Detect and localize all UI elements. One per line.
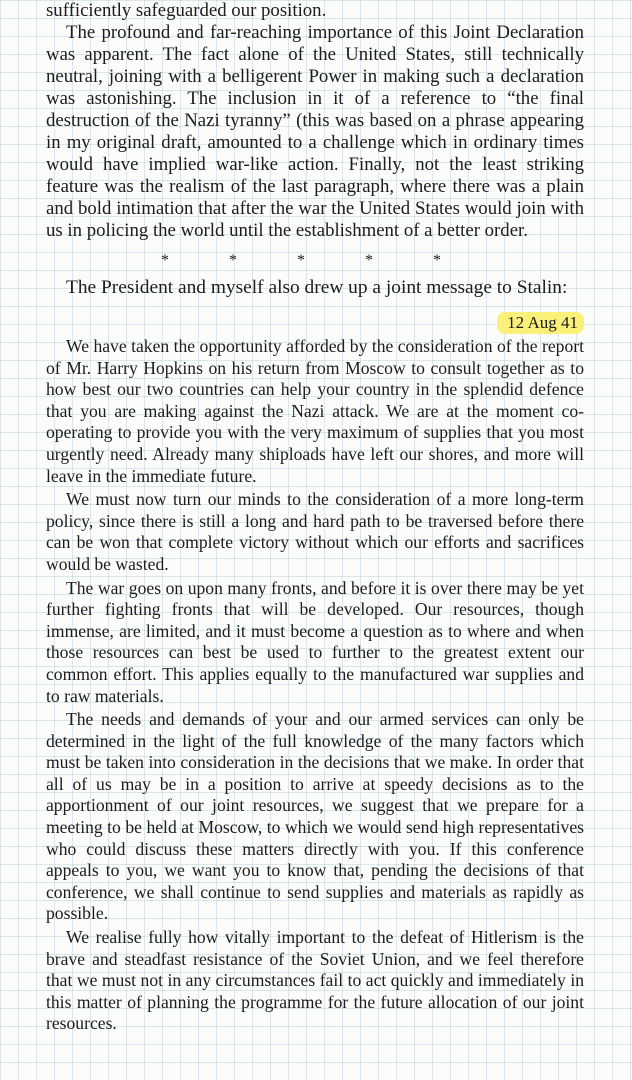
message-paragraph-4: The needs and demands of your and our armed services can only be determined in the light of the full knowledge of the many factors which must be taken into consideration in the decisions that we make. In order that all of us may be in a position to arrive at speedy decisions as to the apportionment of our joint resources, we suggest that we prepare for a meeting to be held at Moscow, to which we would send high representatives who could discuss these matters directly with you. If this conference appeals to you, we want you to know that, pending the decisions of that conference, we shall continue to send supplies and materials as rapidly as possible. [46,709,584,924]
book-page [46,0,584,1035]
section-separator: * * * * * [161,252,469,269]
message-paragraph-1: We have taken the opportunity afforded by the consideration of the report of Mr. Harry Hopkins on his return from Moscow to consult together as to how best our two countries can help your country in the splendid defence that you are making against the Nazi attack. We are at the moment co-operating to provide you with the very maximum of supplies that you most urgently need. Already many shiploads have left our shores, and more will leave in the immediate future. [46,336,584,486]
intro-line: The President and myself also drew up a joint message to Stalin: [66,277,568,298]
carryover-line: sufficiently safeguarded our position. [46,0,327,21]
message-paragraph-2: We must now turn our minds to the consideration of a more long-term policy, since there is still a long and hard path to be traversed before there can be won that complete victory without which our efforts and sacrifices would be wasted. [46,489,584,574]
message-paragraph-5: We realise fully how vitally important to the defeat of Hitlerism is the brave and steadfast resistance of the Soviet Union, and we feel therefore that we must not in any circumstances fail to act quickly and immediately in this matter of planning the programme for the future allocation of our joint resources. [46,927,584,1034]
date-highlight: 12 Aug 41 [497,312,584,334]
date-row [46,312,584,336]
message-to-stalin [46,336,584,1035]
declaration-paragraph: The profound and far-reaching importance of this Joint Declaration was apparent. The fact alone of the United States, still technically neutral, joining with a belligerent Power in making such a declaration was astonishing. The inclusion in it of a reference to “the final destruction of the Nazi tyranny” (this was based on a phrase appearing in my original draft, amounted to a challenge which in ordinary times would have implied war-like action. Finally, not the least striking feature was the realism of the last paragraph, where there was a plain and bold intimation that after the war the United States would join with us in policing the world until the establishment of a better order. [46,22,584,241]
message-paragraph-3: The war goes on upon many fronts, and before it is over there may be yet further fighting fronts that will be developed. Our resources, though immense, are limited, and it must become a question as to where and when those resources can best be used to further to the greatest extent our common effort. This applies equally to the manufactured war supplies and to raw materials. [46,577,584,706]
